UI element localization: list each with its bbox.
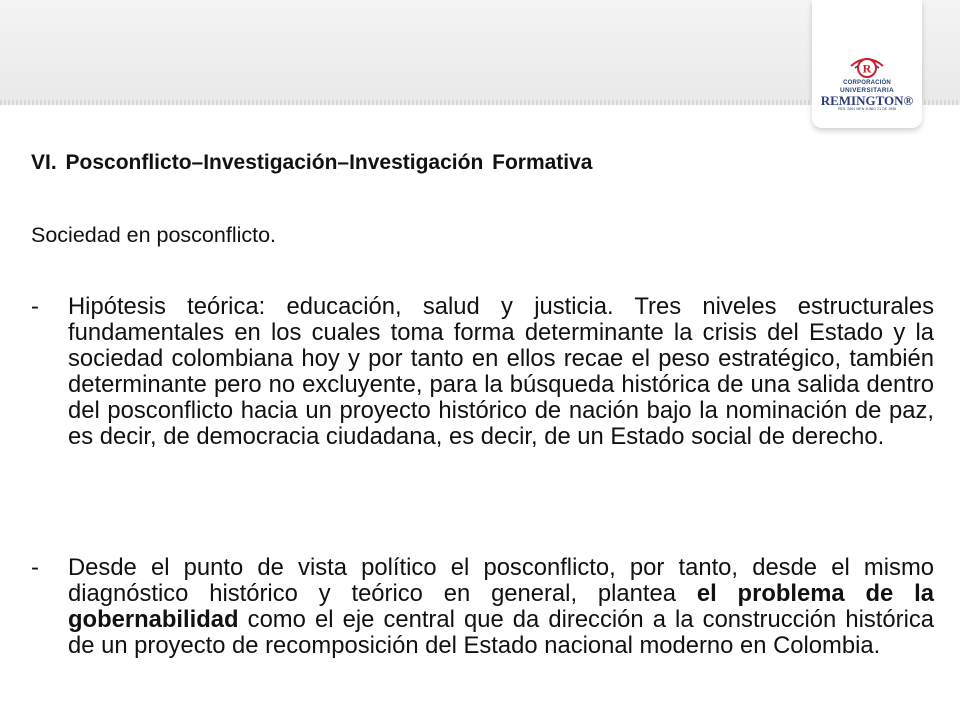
- list-item-text: [68, 555, 934, 659]
- slide-heading: VI. Posconflicto–Investigación–Investigación Formativa: [31, 151, 593, 174]
- remington-emblem-icon: [847, 50, 887, 80]
- logo-line-1: CORPORACIÓN: [843, 80, 891, 86]
- list-item-emphasis: el problema de la gobernabilidad: [68, 580, 934, 633]
- logo-line-2: UNIVERSITARIA: [840, 87, 894, 94]
- university-logo: [812, 0, 922, 128]
- list-item-marker: -: [31, 554, 39, 581]
- slide-subtitle: Sociedad en posconflicto.: [31, 223, 277, 247]
- list-item-text-part: Desde el punto de vista político el posconflicto, por tanto, desde el mismo diagnóstico histórico y teórico en general, plantea: [68, 554, 934, 607]
- list-item: [31, 555, 934, 659]
- list-item-marker: -: [31, 293, 39, 320]
- list-item-text: Hipótesis teórica: educación, salud y justicia. Tres niveles estructurales fundamentales en los cuales toma forma determinante la crisis del Estado y la sociedad colombiana hoy y por tanto en ellos recae el peso estratégico, también determinante pero no excluyente, para la búsqueda histórica de una salida dentro del posconflicto hacia un proyecto histórico de nación bajo la nominación de paz, es decir, de democracia ciudadana, es decir, de un Estado social de derecho.: [68, 293, 934, 450]
- list-item-text-part: como el eje central que da dirección a la construcción histórica de un proyecto de recomposición del Estado nacional moderno en Colombia.: [68, 606, 934, 659]
- list-item: [31, 294, 934, 450]
- logo-resolution: RES. 2661 MEN JUNIO 21 DE 1996: [837, 107, 897, 111]
- logo-wordmark: REMINGTON®: [820, 93, 914, 108]
- svg-text:R: R: [862, 61, 872, 76]
